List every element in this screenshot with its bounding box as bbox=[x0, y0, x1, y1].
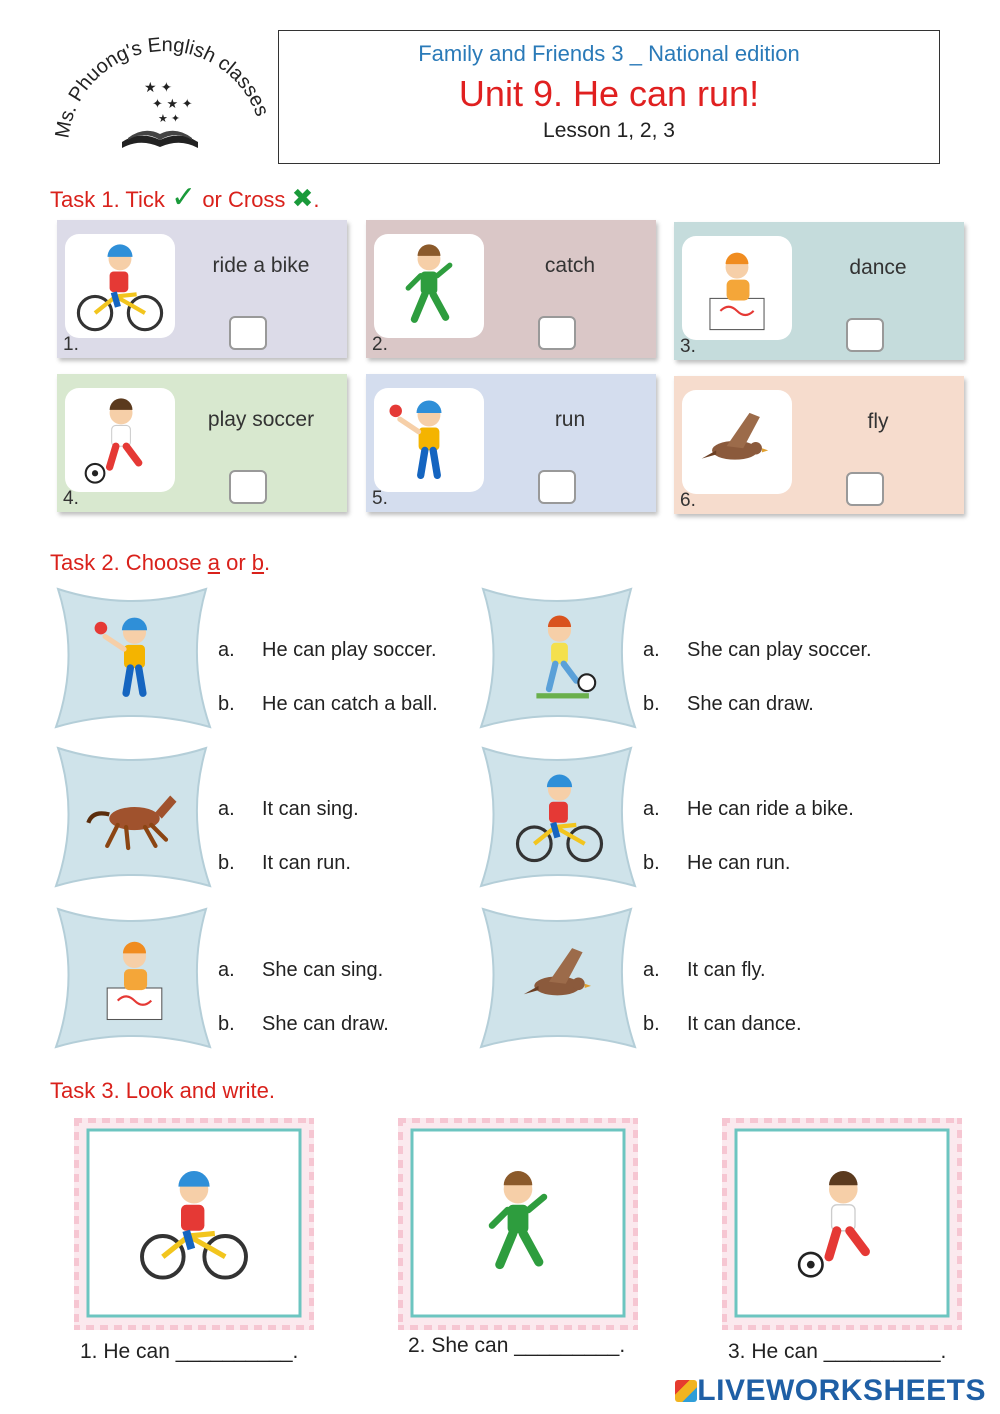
svg-text:★ ✦: ★ ✦ bbox=[144, 79, 173, 95]
boy-on-bike-icon bbox=[65, 234, 175, 338]
boy-catching-ball-icon bbox=[82, 605, 187, 715]
answer-sentence[interactable]: 1. He can __________. bbox=[80, 1340, 299, 1363]
picture-frame bbox=[475, 583, 640, 733]
boy-catching-ball-icon bbox=[374, 388, 484, 492]
card-number: 1. bbox=[63, 334, 79, 355]
task1-card bbox=[366, 220, 656, 358]
svg-text:✦ ★ ✦: ✦ ★ ✦ bbox=[152, 96, 193, 111]
boy-kicking-ball-icon bbox=[777, 1148, 907, 1303]
answer-checkbox[interactable] bbox=[846, 472, 884, 506]
task2-question bbox=[50, 742, 480, 892]
task3-title: Task 3. Look and write. bbox=[50, 1078, 276, 1103]
girl-kicking-ball-icon bbox=[507, 605, 612, 715]
option-b[interactable]: b. She can draw. bbox=[218, 1013, 389, 1035]
picture-frame bbox=[398, 1118, 638, 1330]
option-b[interactable]: b. She can draw. bbox=[643, 693, 814, 715]
task1-card bbox=[674, 376, 964, 514]
picture-frame bbox=[74, 1118, 314, 1330]
unit-title: Unit 9. He can run! bbox=[458, 73, 760, 114]
girl-running-icon bbox=[374, 234, 484, 338]
option-a[interactable]: a. He can ride a bike. bbox=[643, 798, 854, 820]
option-a[interactable]: a. She can play soccer. bbox=[643, 639, 872, 661]
task1-card bbox=[674, 222, 964, 360]
brand-mark-icon bbox=[675, 1380, 697, 1402]
girl-drawing-icon bbox=[682, 236, 792, 340]
answer-sentence[interactable]: 3. He can __________. bbox=[728, 1340, 947, 1363]
cross-icon: ✖ bbox=[291, 183, 314, 213]
svg-text:Ms. Phuong's English classes: Ms. Phuong's English classes bbox=[51, 33, 274, 140]
boy-kicking-ball-icon bbox=[65, 388, 175, 492]
card-number: 6. bbox=[680, 490, 696, 511]
answer-checkbox[interactable] bbox=[846, 318, 884, 352]
option-a[interactable]: a. He can play soccer. bbox=[218, 639, 437, 661]
answer-checkbox[interactable] bbox=[538, 316, 576, 350]
bird-flying-icon bbox=[507, 925, 612, 1035]
task2-question bbox=[475, 742, 905, 892]
option-a[interactable]: a. She can sing. bbox=[218, 959, 384, 981]
brand-logo: LIVEWORKSHEETS bbox=[675, 1374, 986, 1408]
horse-running-icon bbox=[82, 764, 187, 874]
picture-frame bbox=[50, 903, 215, 1053]
boy-on-bike-icon bbox=[507, 764, 612, 874]
option-a[interactable]: a. It can sing. bbox=[218, 798, 359, 820]
picture-frame bbox=[475, 903, 640, 1053]
option-b[interactable]: b. It can dance. bbox=[643, 1013, 802, 1035]
task2-question bbox=[475, 903, 905, 1053]
option-a[interactable]: a. It can fly. bbox=[643, 959, 766, 981]
task1-card bbox=[57, 220, 347, 358]
picture-frame bbox=[50, 742, 215, 892]
series-title: Family and Friends 3 _ National edition bbox=[418, 41, 800, 66]
task2-title: Task 2. Choose a or b. bbox=[50, 550, 271, 575]
option-b[interactable]: b. He can catch a ball. bbox=[218, 693, 438, 715]
picture-frame bbox=[475, 742, 640, 892]
answer-checkbox[interactable] bbox=[538, 470, 576, 504]
card-number: 4. bbox=[63, 488, 79, 509]
option-b[interactable]: b. He can run. bbox=[643, 852, 791, 874]
lesson-label: Lesson 1, 2, 3 bbox=[543, 119, 675, 142]
activity-label: catch bbox=[544, 254, 596, 277]
task2-question bbox=[50, 583, 480, 733]
activity-label: dance bbox=[849, 256, 907, 279]
option-b[interactable]: b. It can run. bbox=[218, 852, 351, 874]
activity-label: fly bbox=[867, 410, 889, 433]
task1-title: Task 1. Tick ✓ or Cross ✖. bbox=[50, 181, 320, 214]
card-number: 5. bbox=[372, 488, 388, 509]
activity-label: play soccer bbox=[207, 408, 315, 431]
answer-sentence[interactable]: 2. She can _________. bbox=[408, 1334, 626, 1357]
card-number: 2. bbox=[372, 334, 388, 355]
answer-checkbox[interactable] bbox=[229, 470, 267, 504]
activity-label: run bbox=[554, 408, 586, 431]
task2-question bbox=[475, 583, 905, 733]
card-number: 3. bbox=[680, 336, 696, 357]
tick-icon: ✓ bbox=[171, 181, 197, 214]
picture-frame bbox=[722, 1118, 962, 1330]
svg-text:★ ✦: ★ ✦ bbox=[158, 113, 181, 125]
logo bbox=[40, 30, 280, 160]
header-box bbox=[278, 30, 940, 164]
bird-flying-icon bbox=[682, 390, 792, 494]
boy-on-bike-icon bbox=[129, 1148, 259, 1303]
girl-running-icon bbox=[453, 1148, 583, 1303]
task1-card bbox=[366, 374, 656, 512]
picture-frame bbox=[50, 583, 215, 733]
task2-question bbox=[50, 903, 480, 1053]
girl-drawing-icon bbox=[82, 925, 187, 1035]
answer-checkbox[interactable] bbox=[229, 316, 267, 350]
task1-card bbox=[57, 374, 347, 512]
activity-label: ride a bike bbox=[212, 254, 310, 277]
